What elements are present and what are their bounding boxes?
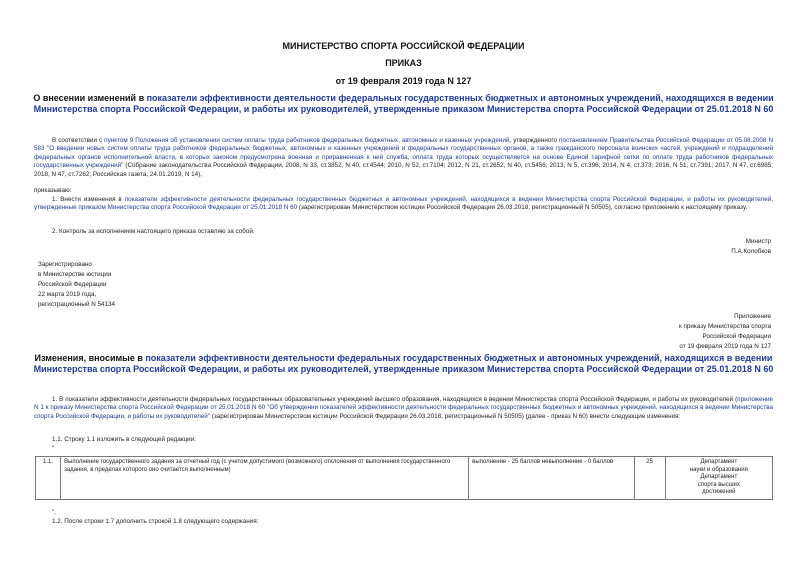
indicator-points: 25 bbox=[634, 457, 665, 500]
item-1-1: 1.1. Строку 1.1 изложить в следующей редакции: bbox=[52, 436, 196, 443]
order-title-prefix: О внесении изменений в bbox=[33, 93, 147, 103]
signature-name: П.А.Колобков bbox=[731, 248, 771, 255]
registration-line: Зарегистрировано bbox=[38, 261, 92, 268]
point-1-text-2: (зарегистрирован Министерством юстиции Российской Федерации 26.03.2018, регистрационный N 50505), согласно приложению к настоящему приказу. bbox=[297, 204, 748, 212]
changes-intro-link[interactable]: приложение N 1 к приказу Министерства спорта Российской Федерации от 25.01.2018 N 60 "Об утверждении показателей эффективности деятельности федеральных государственных бюджетных и автономных учреждений, находящихся в ведении Министерства спорта Российской Федерации, и работы их руководителей" bbox=[34, 396, 773, 420]
preamble-text-1: В соответствии с bbox=[52, 137, 105, 144]
registration-line: Российской Федерации bbox=[38, 281, 107, 288]
quote-close: ". bbox=[52, 509, 56, 516]
order-title bbox=[30, 93, 777, 115]
appendix-line: от 19 февраля 2019 года N 127 bbox=[679, 343, 771, 350]
department-line: Департамент bbox=[700, 474, 738, 481]
indicator-table bbox=[35, 456, 773, 500]
changes-title-link[interactable]: показатели эффективности деятельности федеральных государственных бюджетных и автономных учреждений, находящихся в ведении Министерства спорта Российской Федерации, и работы их руководителей, утвержденные приказом Министерства спорта Российской Федерации от 25.01.2018 N 60 bbox=[33, 353, 774, 374]
registration-line: регистрационный N 54134 bbox=[38, 301, 116, 308]
quote-open: " bbox=[52, 445, 55, 452]
point-1 bbox=[34, 196, 773, 213]
document-type: ПРИКАЗ bbox=[385, 58, 422, 68]
registration-line: в Министерстве юстиции bbox=[38, 271, 112, 278]
department-line: спорта высших bbox=[697, 481, 740, 488]
responsible-department bbox=[665, 457, 772, 500]
appendix-line: к приказу Министерства спорта bbox=[679, 323, 771, 330]
point-1-text-1: 1. Внести изменения в bbox=[52, 196, 125, 203]
preamble-text-3: (Собрание законодательства Российской Федерации, 2008, N 33, ст.3852, N 40, ст.4544; 2010, N 52, ст.7104; 2012, N 21, ст.2652, N 40, ст.5456; 2013, N 5, ст.396; 2014, N 4, ст.373; 2016, N 51, ст.7391; 2017, N 47, ст.6985; 2018, N 47, ст.7262; Российская газета, 24.01.2019, N 14), bbox=[34, 162, 773, 178]
appendix-line: Приложение bbox=[734, 313, 771, 320]
preamble-text-2: , утвержденного bbox=[509, 137, 560, 144]
point-1-link[interactable]: показатели эффективности деятельности федеральных государственных бюджетных и автономных учреждений, находящихся в ведении Министерства спорта Российской Федерации, и работы их руководителей, утвержденные приказом Министерства спорта Российской Федерации от 25.01.2018 N 60 bbox=[34, 196, 773, 212]
order-word: приказываю: bbox=[34, 187, 72, 194]
department-line: Департамент bbox=[700, 459, 738, 465]
changes-intro-text-2: (зарегистрирован Министерством юстиции Российской Федерации 26.03.2018, регистрационный N 50505) (далее - приказ N 60) внести следующие изменения: bbox=[210, 412, 681, 420]
preamble-link-resolution[interactable]: постановлением Правительства Российской Федерации от 05.08.2008 N 583 "О введении новых систем оплаты труда работников федеральных бюджетных, автономных и казенных учреждений и федеральных государственных органов, а также гражданского персонала воинских частей, учреждений и подразделений федеральных органов исполнительной власти, в которых законом предусмотрена военная и приравненная к ней служба, оплата труда которых осуществляется на основе Единой тарифной сетки по оплате труда работников федеральных государственных учреждений" bbox=[34, 137, 773, 170]
indicator-criteria: выполнение - 25 баллов невыполнение - 0 баллов bbox=[469, 457, 634, 500]
changes-title bbox=[30, 353, 777, 375]
order-title-link[interactable]: показатели эффективности деятельности федеральных государственных бюджетных и автономных учреждений, находящихся в ведении Министерства спорта Российской Федерации, и работы их руководителей, утвержденные приказом Министерства спорта Российской Федерации от 25.01.2018 N 60 bbox=[33, 93, 774, 114]
ministry-name: МИНИСТЕРСТВО СПОРТА РОССИЙСКОЙ ФЕДЕРАЦИИ bbox=[282, 41, 525, 51]
indicator-text: Выполнение государственного задания за отчетный год (с учетом допустимого (возможного) отклонения от выполнения государственного задания, в пределах которого оно считается выполненным) bbox=[61, 457, 469, 500]
registration-line: 22 марта 2019 года, bbox=[38, 291, 97, 298]
item-1-2: 1.2. После строки 1.7 дополнить строкой 1.8 следующего содержания: bbox=[52, 518, 259, 525]
changes-title-prefix: Изменения, вносимые в bbox=[34, 353, 146, 363]
signature-position: Министр bbox=[745, 238, 771, 245]
row-number: 1.1. bbox=[36, 457, 61, 500]
changes-intro-text-1: 1. В показатели эффективности деятельности федеральных государственных образовательных учреждений высшего образования, находящихся в ведении Министерства спорта Российской Федерации, и работы их руководителей ( bbox=[52, 396, 738, 403]
point-2: 2. Контроль за исполнением настоящего приказа оставляю за собой. bbox=[52, 228, 255, 235]
order-date-number: от 19 февраля 2019 года N 127 bbox=[335, 76, 472, 86]
department-line: науки и образования bbox=[689, 466, 748, 473]
preamble-link-regulation[interactable]: пунктом 9 Положения об установлении систем оплаты труда работников федеральных бюджетных, автономных и казенных учреждений bbox=[104, 137, 510, 144]
appendix-line: Российской Федерации bbox=[702, 333, 771, 340]
preamble bbox=[34, 137, 773, 179]
department-line: достижений bbox=[702, 489, 736, 496]
changes-intro bbox=[34, 396, 773, 421]
table-row bbox=[36, 457, 773, 500]
